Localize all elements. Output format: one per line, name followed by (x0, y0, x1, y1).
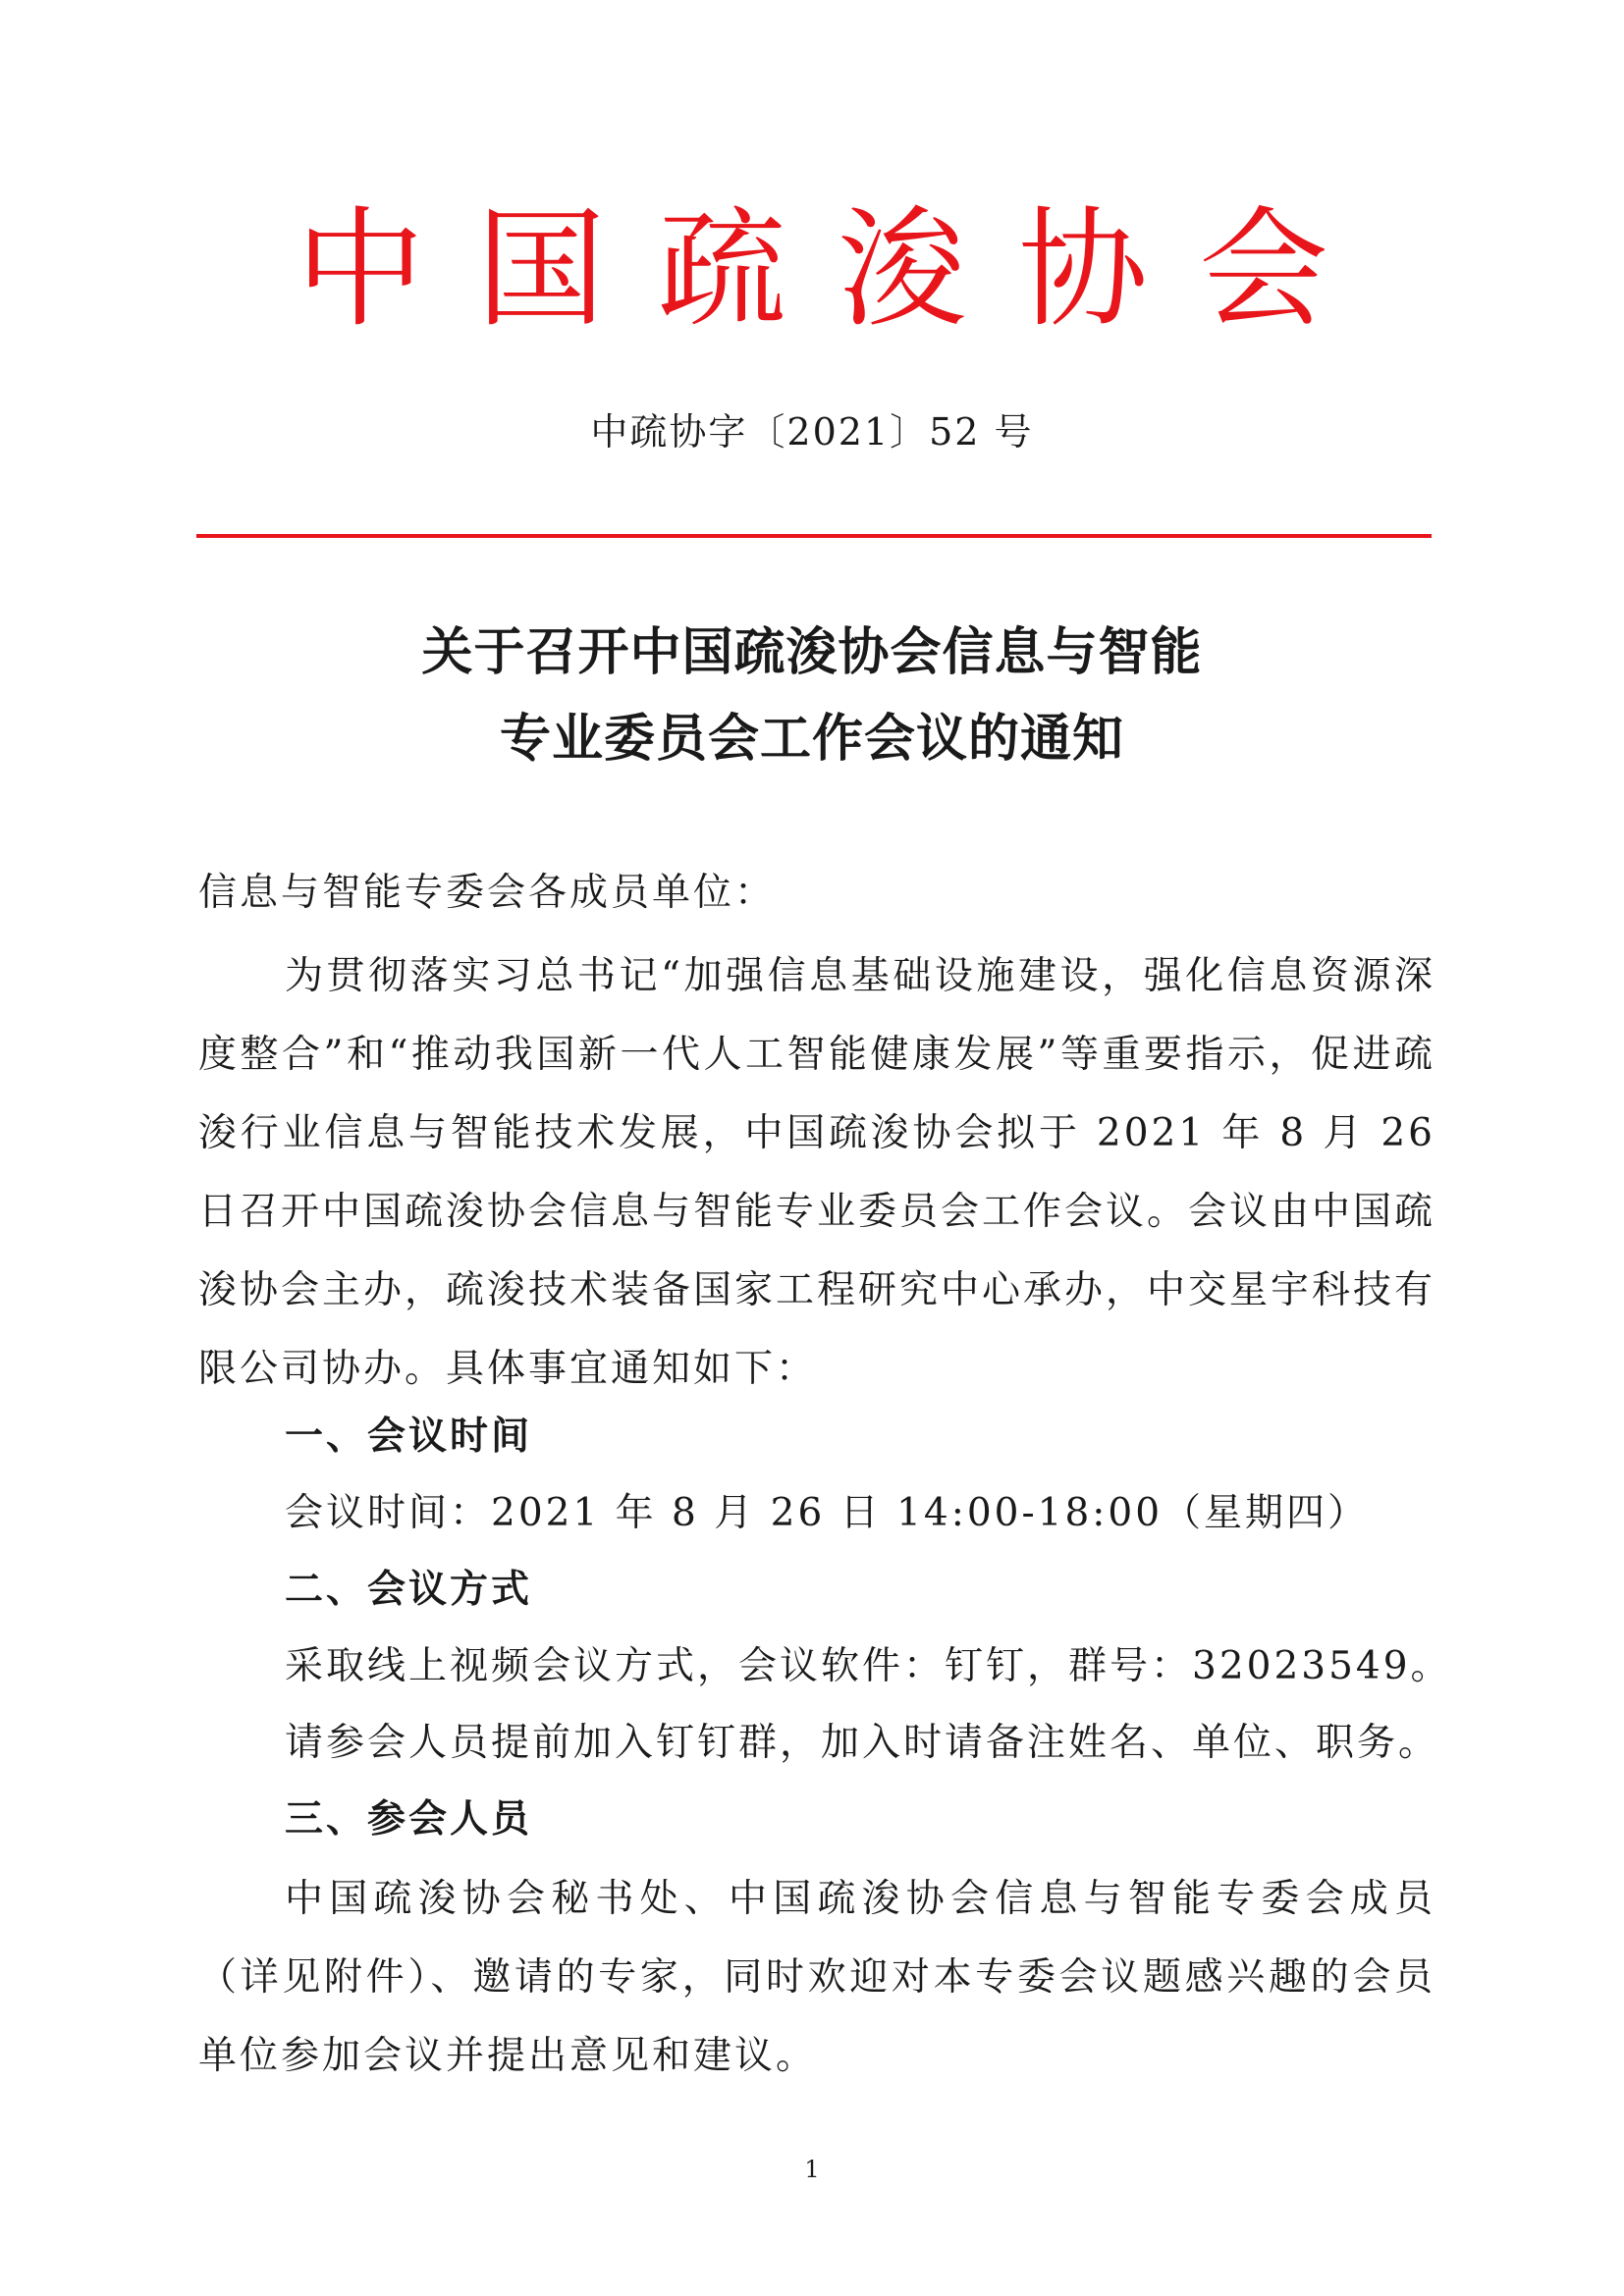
document-number: 中疏协字〔2021〕52 号 (590, 410, 1034, 454)
participants-paragraph: 中国疏浚协会秘书处、中国疏浚协会信息与智能专委会成员（详见附件）、邀请的专家，同时欢迎对本专委会议题感兴趣的会员单位参加会议并提出意见和建议。 (198, 1877, 1435, 2078)
section-heading-participants: 三、参会人员 (285, 1797, 533, 1842)
meeting-mode-line-2: 请参会人员提前加入钉钉群，加入时请备注姓名、单位、职务。 (285, 1721, 1440, 1765)
salutation: 信息与智能专委会各成员单位： (198, 871, 777, 915)
meeting-mode-line-1: 采取线上视频会议方式，会议软件：钉钉，群号：32023549。 (285, 1644, 1452, 1688)
page-number: 1 (804, 2156, 820, 2183)
title-line-1: 关于召开中国疏浚协会信息与智能 (421, 623, 1203, 682)
org-masthead: 中国疏浚协会 (296, 194, 1380, 346)
section-heading-time: 一、会议时间 (285, 1415, 533, 1459)
title-line-2: 专业委员会工作会议的通知 (499, 710, 1124, 769)
section-heading-mode: 二、会议方式 (285, 1568, 533, 1612)
red-divider-line (196, 534, 1432, 538)
meeting-time-line: 会议时间：2021 年 8 月 26 日 14:00-18:00（星期四） (285, 1491, 1370, 1535)
intro-paragraph: 为贯彻落实习总书记“加强信息基础设施建设，强化信息资源深度整合”和“推动我国新一代人工智能健康发展”等重要指示，促进疏浚行业信息与智能技术发展，中国疏浚协会拟于 2021 年 8 月 26 日召开中国疏浚协会信息与智能专业委员会工作会议。会议由中国疏浚协会主办，疏浚技术装备国家工程研究中心承办，中交星宇科技有限公司协办。具体事宜通知如下： (198, 954, 1436, 1391)
